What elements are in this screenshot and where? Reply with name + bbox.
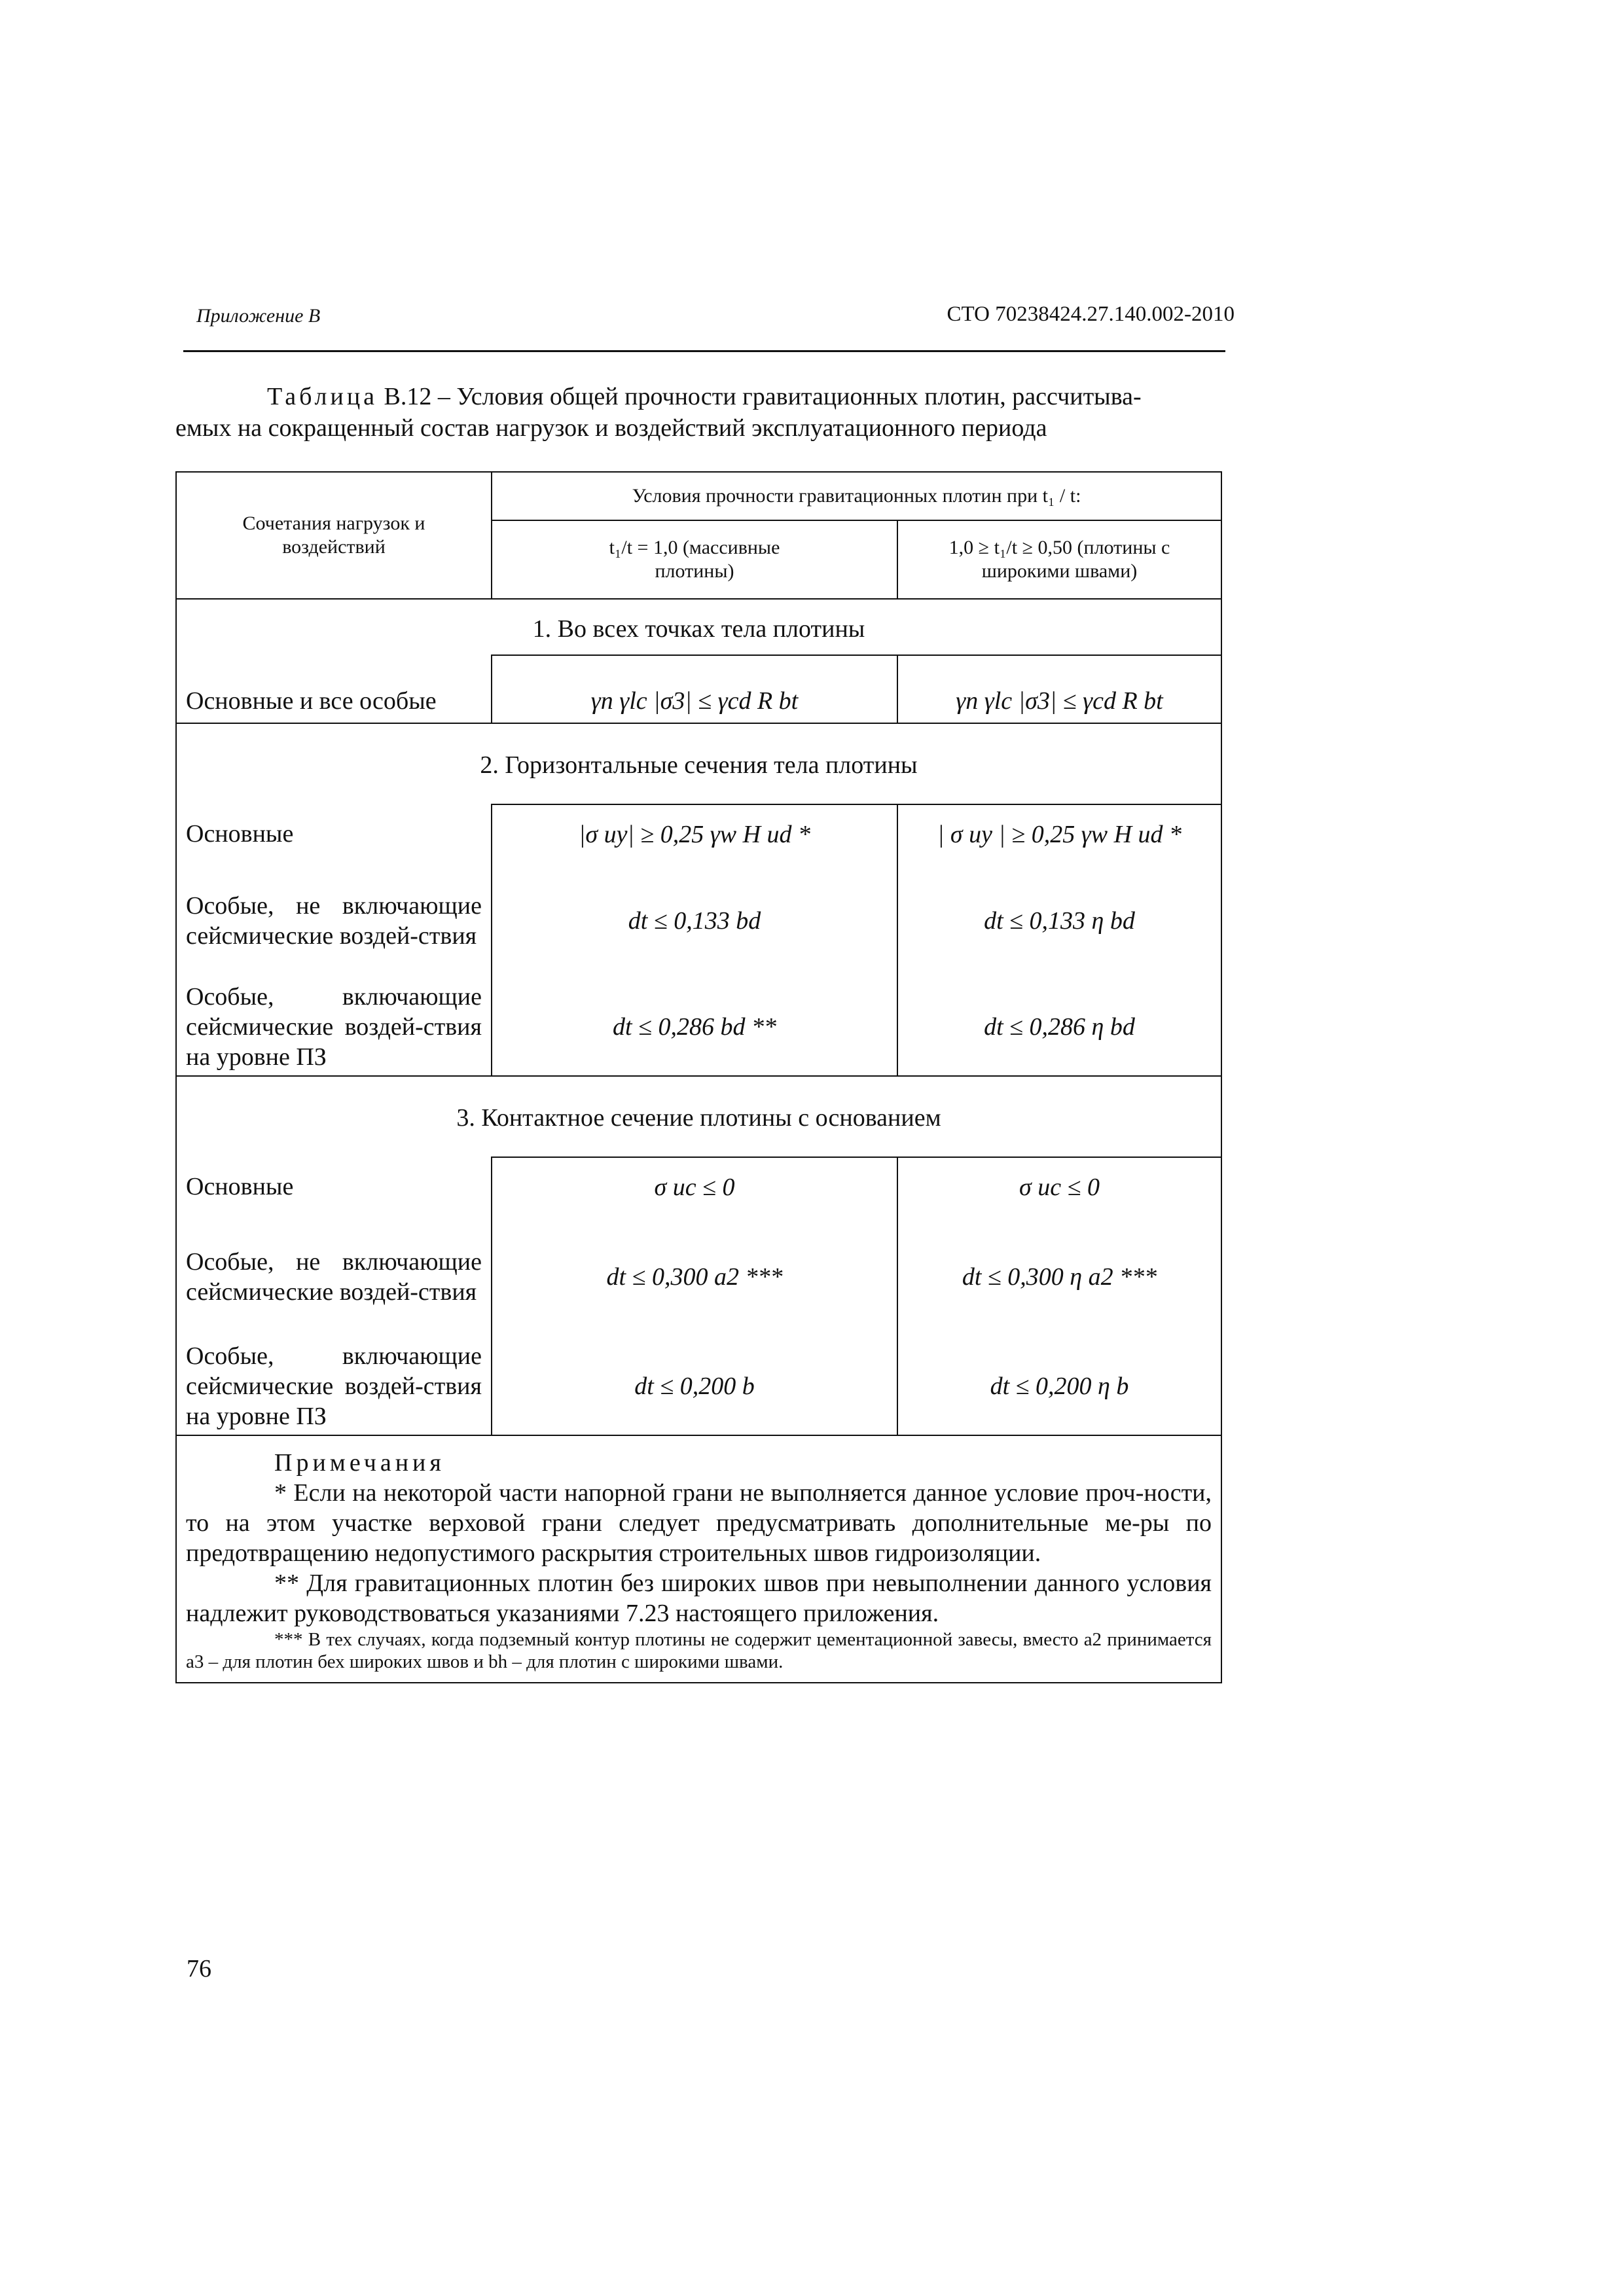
row-label: Особые, не включающие сейсмические воздей-ствия [176, 863, 492, 978]
row-label: Особые, не включающие сейсмические воздей-ствия [176, 1216, 492, 1337]
row-label: Основные и все особые [176, 655, 492, 723]
formula-cell: dt ≤ 0,133 bd [492, 863, 897, 978]
section-2-title: 2. Горизонтальные сечения тела плотины [176, 723, 1221, 804]
head-strength-group: Условия прочности гравитационных плотин при t₁ / t: [492, 472, 1221, 520]
row-label: Основные [176, 804, 492, 863]
table-notes [176, 1435, 1221, 1683]
formula-cell: γn γlc |σ3| ≤ γcd R bt [897, 655, 1221, 723]
formula-cell: dt ≤ 0,300 η a2 *** [897, 1216, 1221, 1337]
head-wide-joint-dams: 1,0 ≥ t₁/t ≥ 0,50 (плотины с широкими швами) [897, 520, 1221, 599]
head-massive-dams: t₁/t = 1,0 (массивные плотины) [492, 520, 897, 599]
head-combinations: Сочетания нагрузок и воздействий [176, 472, 492, 599]
page-number: 76 [187, 1955, 211, 1982]
row-label: Особые, включающие сейсмические воздей-ствия на уровне ПЗ [176, 978, 492, 1076]
formula-cell: dt ≤ 0,133 η bd [897, 863, 1221, 978]
document-code: СТО 70238424.27.140.002-2010 [947, 302, 1235, 326]
header-rule [183, 350, 1225, 352]
section-3-title: 3. Контактное сечение плотины с основанием [176, 1076, 1221, 1157]
note-1: * Если на некоторой части напорной грани не выполняется данное условие проч-ности, то на этом участке верховой грани следует предусматривать дополнительные ме-ры по предотвращению недопустимого раскрытия строительных швов гидроизоляции. [186, 1479, 1212, 1567]
section-1-title: 1. Во всех точках тела плотины [176, 599, 1221, 655]
formula-cell: σ uc ≤ 0 [897, 1157, 1221, 1216]
formula-cell: dt ≤ 0,300 a2 *** [492, 1216, 897, 1337]
note-3: *** В тех случаях, когда подземный контур плотины не содержит цементационной завесы, вместо a2 принимается a3 – для плотин бех широких швов и bh – для плотин с широкими швами. [186, 1629, 1212, 1672]
formula-cell: dt ≤ 0,286 bd ** [492, 978, 897, 1076]
formula-cell: dt ≤ 0,200 b [492, 1337, 897, 1435]
caption-number: В.12 [384, 383, 432, 410]
formula-cell: | σ uy | ≥ 0,25 γw H ud * [897, 804, 1221, 863]
notes-title: Примечания [274, 1449, 445, 1477]
caption-label: Таблица [267, 383, 378, 410]
formula-cell: |σ uy| ≥ 0,25 γw H ud * [492, 804, 897, 863]
row-label: Особые, включающие сейсмические воздей-ствия на уровне ПЗ [176, 1337, 492, 1435]
appendix-label: Приложение В [196, 305, 321, 327]
note-2: ** Для гравитационных плотин без широких швов при невыполнении данного условия надлежит руководствоваться указаниями 7.23 настоящего приложения. [186, 1570, 1212, 1627]
formula-cell: dt ≤ 0,200 η b [897, 1337, 1221, 1435]
table-caption [175, 381, 1213, 444]
strength-conditions-table [175, 471, 1222, 1683]
formula-cell: σ uc ≤ 0 [492, 1157, 897, 1216]
caption-text-line2: емых на сокращенный состав нагрузок и воздействий эксплуатационного периода [175, 414, 1047, 442]
formula-cell: γn γlc |σ3| ≤ γcd R bt [492, 655, 897, 723]
row-label: Основные [176, 1157, 492, 1216]
caption-text-line1: – Условия общей прочности гравитационных плотин, рассчитыва- [437, 383, 1142, 410]
formula-cell: dt ≤ 0,286 η bd [897, 978, 1221, 1076]
